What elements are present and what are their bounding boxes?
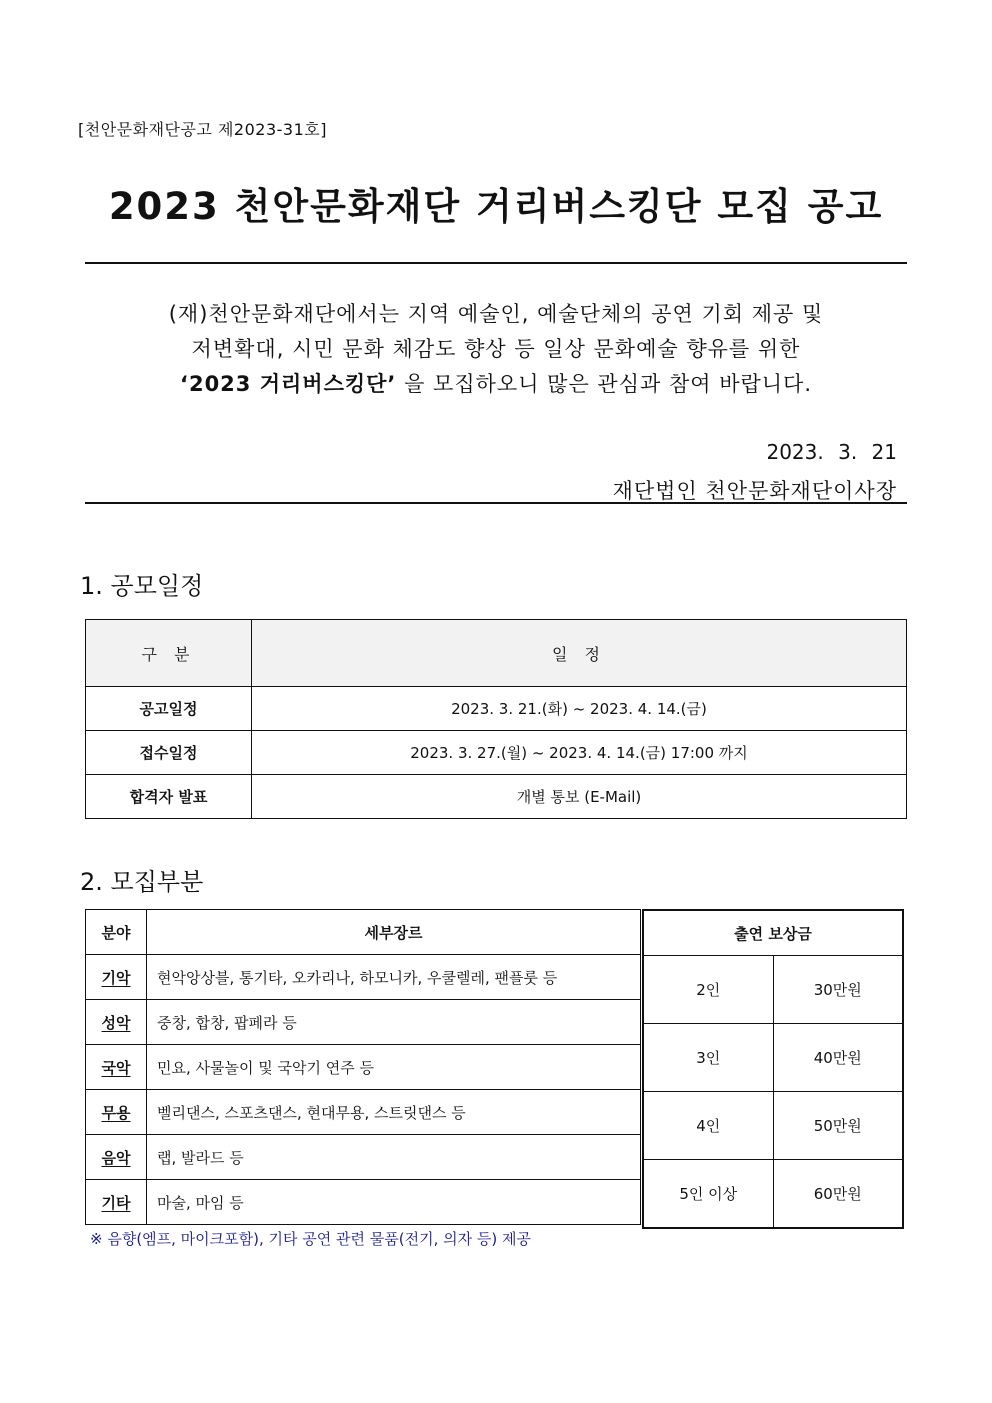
schedule-label: 합격자 발표 [86, 775, 252, 819]
page-title: 2023 천안문화재단 거리버스킹단 모집 공고 [108, 185, 884, 228]
schedule-value: 2023. 3. 21.(화) ~ 2023. 4. 14.(금) [252, 687, 907, 731]
intro-highlight: ‘2023 거리버스킹단’ [179, 372, 397, 396]
schedule-value: 개별 통보 (E-Mail) [252, 775, 907, 819]
schedule-label: 공고일정 [86, 687, 252, 731]
table-row [86, 1045, 641, 1090]
reward-amount: 60만원 [773, 1160, 903, 1229]
field-label: 기악 [86, 955, 147, 1000]
recruit-table [85, 909, 641, 1225]
issuer-divider [85, 502, 907, 504]
section-2-heading: 2. 모집부분 [80, 868, 204, 896]
field-genres: 민요, 사물놀이 및 국악기 연주 등 [147, 1045, 641, 1090]
support-note: ※ 음향(엠프, 마이크포함), 기타 공연 관련 물품(전기, 의자 등) 제공 [90, 1230, 531, 1248]
header-field: 분야 [86, 910, 147, 955]
table-header-row [643, 910, 903, 956]
table-header-row [86, 910, 641, 955]
notice-number: [천안문화재단공고 제2023-31호] [78, 120, 327, 139]
header-schedule: 일 정 [252, 620, 907, 687]
field-label: 기타 [86, 1180, 147, 1225]
field-genres: 마술, 마임 등 [147, 1180, 641, 1225]
field-genres: 랩, 발라드 등 [147, 1135, 641, 1180]
intro-line-1: (재)천안문화재단에서는 지역 예술인, 예술단체의 공연 기회 제공 및 [168, 302, 824, 326]
table-row [86, 1000, 641, 1045]
field-genres: 현악앙상블, 통기타, 오카리나, 하모니카, 우쿨렐레, 팬플룻 등 [147, 955, 641, 1000]
reward-people: 5인 이상 [643, 1160, 773, 1229]
schedule-value: 2023. 3. 27.(월) ~ 2023. 4. 14.(금) 17:00 까지 [252, 731, 907, 775]
intro-line-3-rest: 을 모집하오니 많은 관심과 참여 바랍니다. [396, 372, 813, 396]
table-row [643, 1092, 903, 1160]
reward-table [642, 909, 904, 1229]
field-label: 성악 [86, 1000, 147, 1045]
table-row [86, 1180, 641, 1225]
reward-people: 3인 [643, 1024, 773, 1092]
table-row [86, 731, 907, 775]
table-row [86, 1135, 641, 1180]
reward-people: 4인 [643, 1092, 773, 1160]
section-1-heading: 1. 공모일정 [80, 572, 204, 600]
field-label: 국악 [86, 1045, 147, 1090]
table-row [86, 1090, 641, 1135]
table-row [86, 775, 907, 819]
header-category: 구 분 [86, 620, 252, 687]
header-reward: 출연 보상금 [643, 910, 903, 956]
table-row [86, 687, 907, 731]
table-header-row [86, 620, 907, 687]
reward-people: 2인 [643, 956, 773, 1024]
header-genres: 세부장르 [147, 910, 641, 955]
schedule-table [85, 619, 907, 819]
title-divider [85, 262, 907, 264]
issuer: 재단법인 천안문화재단이사장 [612, 479, 897, 503]
announcement-date: 2023. 3. 21 [766, 440, 897, 464]
field-label: 음악 [86, 1135, 147, 1180]
field-genres: 벨리댄스, 스포츠댄스, 현대무용, 스트릿댄스 등 [147, 1090, 641, 1135]
field-genres: 중창, 합창, 팝페라 등 [147, 1000, 641, 1045]
reward-amount: 40만원 [773, 1024, 903, 1092]
intro-line-3 [85, 368, 907, 398]
table-row [643, 1024, 903, 1092]
field-label: 무용 [86, 1090, 147, 1135]
reward-amount: 50만원 [773, 1092, 903, 1160]
schedule-label: 접수일정 [86, 731, 252, 775]
reward-amount: 30만원 [773, 956, 903, 1024]
intro-line-2: 저변확대, 시민 문화 체감도 향상 등 일상 문화예술 향유를 위한 [191, 337, 801, 361]
table-row [643, 1160, 903, 1229]
table-row [86, 955, 641, 1000]
table-row [643, 956, 903, 1024]
